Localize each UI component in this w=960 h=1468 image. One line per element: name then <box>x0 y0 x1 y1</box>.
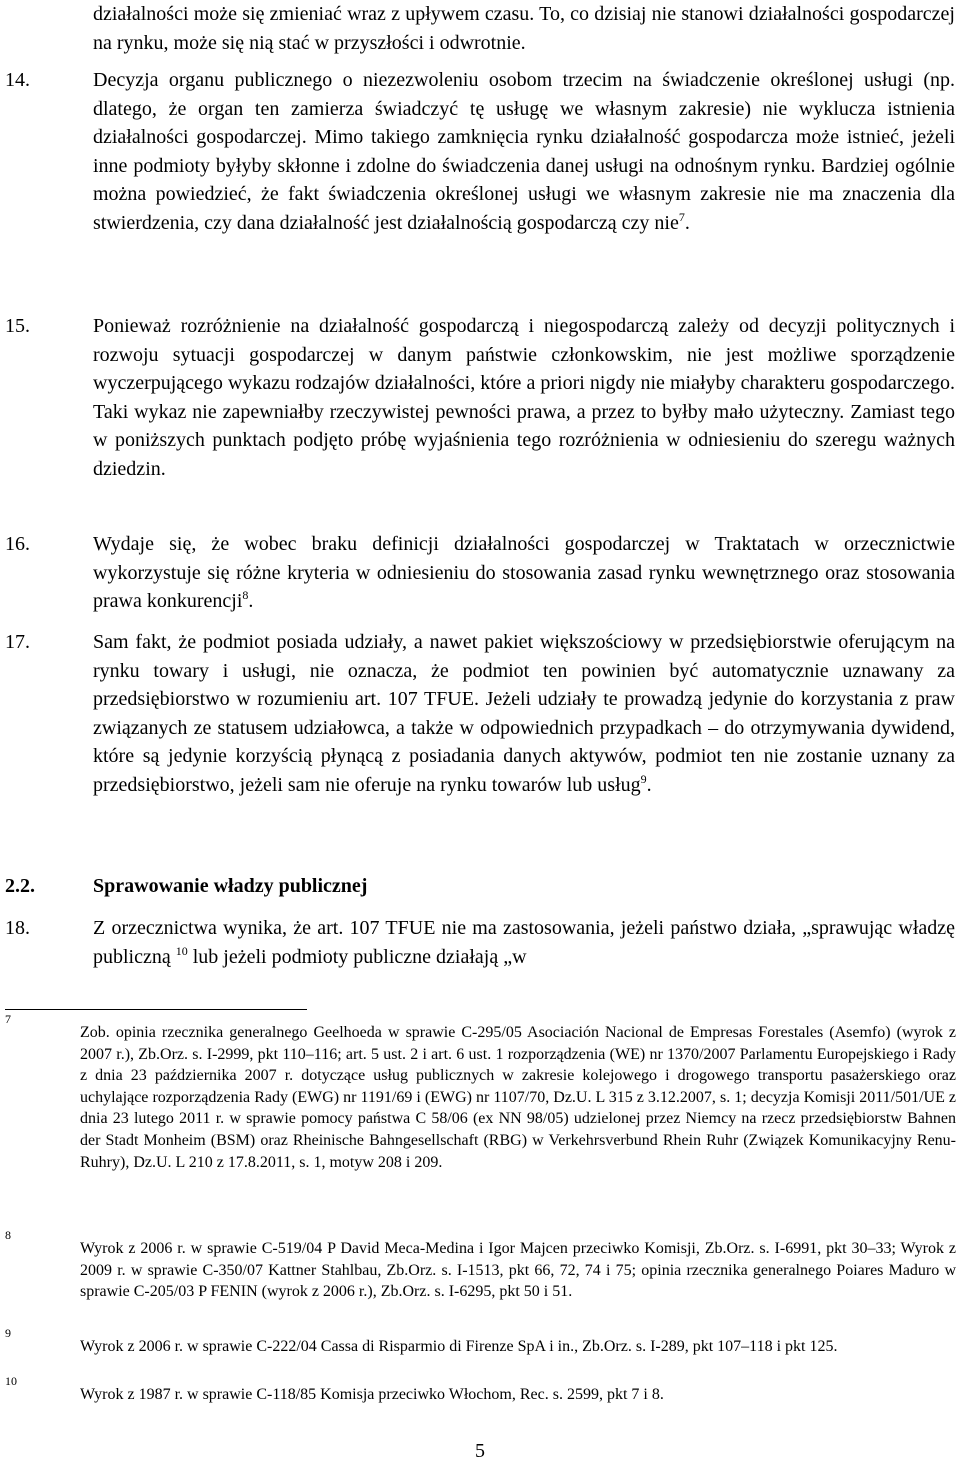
continued-paragraph <box>0 0 960 57</box>
footnote-text: Wyrok z 2006 r. w sprawie C-519/04 P David Meca-Medina i Igor Majcen przeciwko Komisji, Zb.Orz. s. I-6991, pkt 30–33; Wyrok z 2009 r. w sprawie C-350/07 Kattner Stahlbau, Zb.Orz. s. I-1513, pkt 66, 72, 74 i 75; opinia rzecznika generalnego Poiares Maduro w sprawie C-205/03 P FENIN (wyrok z 2006 r.), Zb.Orz. s. I-6295, pkt 50 i 51. <box>80 1240 956 1301</box>
paragraph-text: Wydaje się, że wobec braku definicji działalności gospodarczej w Traktatach w orzecznictwie wykorzystuje się różne kryteria w odniesieniu do stosowania zasad rynku wewnętrznego oraz stosowania prawa konkurencji$^8$. <box>93 533 955 612</box>
paragraph-number: 15. <box>5 315 30 337</box>
paragraph-number: 18. <box>5 917 30 939</box>
paragraph-text: Sam fakt, że podmiot posiada udziały, a nawet pakiet większościowy w przedsiębiorstwie oferującym na rynku towary i usługi, nie oznacza, że podmiot ten powinien być automatycznie uznawany za przedsiębiorstwo w rozumieniu art. 107 TFUE. Jeżeli udziały te prowadzą jedynie do korzystania z praw związanych ze statusem udziałowca, a także w odpowiednich przypadkach – do otrzymywania dywidend, które są jedynie korzyścią płynącą z posiadania danych aktywów, podmiot ten nie zostanie uznany za przedsiębiorstwo, jeżeli sam nie oferuje na rynku towarów lub usług$^9$. <box>93 631 955 796</box>
footnote-text: Wyrok z 2006 r. w sprawie C-222/04 Cassa di Risparmio di Firenze SpA i in., Zb.Orz. s. I-289, pkt 107–118 i pkt 125. <box>80 1338 838 1355</box>
footnote-9 <box>0 1326 960 1358</box>
paragraph-16 <box>0 530 960 616</box>
paragraph-number: 14. <box>5 69 30 91</box>
footnote-text: Wyrok z 1987 r. w sprawie C-118/85 Komisja przeciwko Włochom, Rec. s. 2599, pkt 7 i 8. <box>80 1386 664 1403</box>
paragraph-text: Ponieważ rozróżnienie na działalność gospodarczą i niegospodarczą zależy od decyzji politycznych i rozwoju sytuacji gospodarczej w danym państwie członkowskim, nie jest możliwe sporządzenie wyczerpującego wykazu rodzajów działalności, które a priori nigdy nie miałyby charakteru gospodarczego. Taki wykaz nie zapewniałby rzeczywistej pewności prawa, a przez to byłby mało użyteczny. Zamiast tego w poniższych punktach podjęto próbę wyjaśnienia tego rozróżnienia w odniesieniu do szeregu ważnych dziedzin. <box>93 315 955 480</box>
footnote-number: 7 <box>5 1012 11 1026</box>
paragraph-14 <box>0 66 960 237</box>
footnote-7 <box>0 1012 960 1173</box>
paragraph-number: 17. <box>5 631 30 653</box>
footnote-separator <box>5 1009 307 1010</box>
footnote-10 <box>0 1374 960 1406</box>
footnote-number: 10 <box>5 1374 17 1388</box>
footnote-ref[interactable]: 8 <box>242 588 249 602</box>
paragraph-17 <box>0 628 960 799</box>
footnote-8 <box>0 1228 960 1303</box>
footnote-number: 9 <box>5 1326 11 1340</box>
page-number: 5 <box>475 1440 485 1462</box>
section-title: Sprawowanie władzy publicznej <box>93 875 368 897</box>
footnote-text: Zob. opinia rzecznika generalnego Geelhoeda w sprawie C-295/05 Asociación Nacional de Empresas Forestales (Asemfo) (wyrok z 2007 r.), Zb.Orz. s. I-2999, pkt 110–116; art. 5 ust. 2 i art. 6 ust. 1 rozporządzenia (WE) nr 1370/2007 Parlamentu Europejskiego i Rady z dnia 23 października 2007 r. dotyczące usług publicznych w zakresie kolejowego i drogowego transportu pasażerskiego oraz uchylające rozporządzenia Rady (EWG) nr 1191/69 i (EWG) nr 1107/70, Dz.U. L 315 z 3.12.2007, s. 1; decyzja Komisji 2011/501/UE z dnia 23 lutego 2011 r. w sprawie pomocy państwa C 58/06 (ex NN 98/05) udzielonej przez Niemcy na rzecz przedsiębiorstw Bahnen der Stadt Monheim (BSM) oraz Rheinische Bahngesellschaft (RBG) w Verkehrsverbund Rhein Ruhr (Związek Komunikacyjny Renu-Ruhry), Dz.U. L 210 z 17.8.2011, s. 1, motyw 208 i 209. <box>80 1024 956 1171</box>
paragraph-15 <box>0 312 960 483</box>
paragraph-18 <box>0 914 960 971</box>
paragraph-text: Z orzecznictwa wynika, że art. 107 TFUE nie ma zastosowania, jeżeli państwo działa, „sprawując władzę publiczną $^{10}$ lub jeżeli podmioty publiczne działają „w <box>93 917 955 968</box>
paragraph-number: 16. <box>5 533 30 555</box>
paragraph-text: Decyzja organu publicznego o niezezwoleniu osobom trzecim na świadczenie określonej usługi (np. dlatego, że organ ten zamierza świadczyć tę usługę we własnym zakresie) nie wyklucza istnienia działalności gospodarczej. Mimo takiego zamknięcia rynku działalność gospodarcza może istnieć, jeżeli inne podmioty byłyby skłonne i zdolne do świadczenia danej usługi na odnośnym rynku. Bardziej ogólnie można powiedzieć, że fakt świadczenia określonej usługi we własnym zakresie nie ma znaczenia dla stwierdzenia, czy dana działalność jest działalnością gospodarczą czy nie$^7$. <box>93 69 955 234</box>
footnote-ref[interactable]: 10 <box>175 943 188 958</box>
footnote-ref[interactable]: 9 <box>640 771 647 786</box>
section-number: 2.2. <box>5 875 35 897</box>
footnote-ref[interactable]: 7 <box>678 209 685 224</box>
paragraph-text: działalności może się zmieniać wraz z upływem czasu. To, co dzisiaj nie stanowi działalności gospodarczej na rynku, może się nią stać w przyszłości i odwrotnie. <box>93 3 955 54</box>
footnote-number: 8 <box>5 1228 11 1242</box>
